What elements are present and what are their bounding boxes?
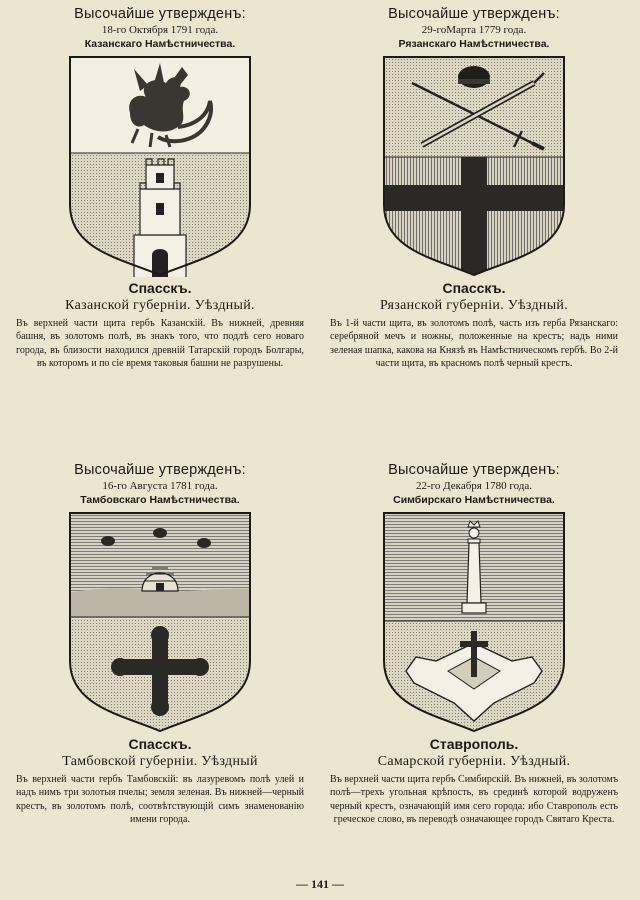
cap-icon <box>458 66 490 88</box>
entry-stavropol <box>324 462 624 827</box>
approval-date: 22-го Декабря 1780 года. <box>415 480 533 492</box>
province-label: Самарской губерніи. Уѣздный. <box>377 754 571 769</box>
viceroyalty-name: Симбирскаго Намѣстничества. <box>393 494 555 506</box>
approval-heading: Высочайше утвержденъ: <box>74 6 246 22</box>
coat-of-arms <box>382 55 566 277</box>
province-label: Казанской губерніи. Уѣздный. <box>65 298 255 313</box>
approval-date: 18-го Октября 1791 года. <box>101 24 219 36</box>
arms-description: Въ верхней части щита гербъ Казанскій. Въ нижней, древняя башня, въ золотомъ полѣ, въ знакъ того, что подлѣ сего новаго города, въ близости находился древній Татарскій городъ Болгары, въ которомъ и по сіе время таковыя башни не разрушены. <box>16 318 304 370</box>
city-name: Спасскъ. <box>442 280 506 296</box>
approval-heading: Высочайше утвержденъ: <box>388 462 560 478</box>
viceroyalty-name: Рязанскаго Намѣстничества. <box>398 38 550 50</box>
approval-heading: Высочайше утвержденъ: <box>388 6 560 22</box>
arms-description: Въ верхней части щита гербъ Симбирскій. Въ нижней, въ золотомъ полѣ—трехъ угольная крѣпость, въ срединѣ которой водруженъ черный крестъ, означающій имя сего города: ибо Ставрополь есть греческое слово, въ переводѣ означающее городъ Святаго Креста. <box>330 774 618 826</box>
city-name: Ставрополь. <box>429 736 519 752</box>
page-number: — 141 — <box>296 877 344 891</box>
entry-spassk-tambov <box>10 462 310 827</box>
approval-heading: Высочайше утвержденъ: <box>74 462 246 478</box>
city-name: Спасскъ. <box>128 736 192 752</box>
coat-of-arms <box>68 511 252 733</box>
entry-spassk-ryazan <box>324 6 624 371</box>
entry-spassk-kazan <box>10 6 310 371</box>
coat-of-arms <box>382 511 566 733</box>
arms-description: Въ верхней части гербъ Тамбовскій: въ лазуревомъ полѣ улей и надъ нимъ три золотыя пчелы; земля зеленая. Въ нижней—черный крестъ, въ золотомъ полѣ, соотвѣтствующій симъ знаменованію имени города. <box>16 774 304 826</box>
approval-date: 29-гоМарта 1779 года. <box>421 24 527 36</box>
viceroyalty-name: Казанскаго Намѣстничества. <box>84 38 236 50</box>
approval-date: 16-го Августа 1781 года. <box>102 480 218 492</box>
city-name: Спасскъ. <box>128 280 192 296</box>
coat-of-arms <box>68 55 252 277</box>
province-label: Тамбовской губерніи. Уѣздный <box>62 754 258 769</box>
province-label: Рязанской губерніи. Уѣздный. <box>379 298 568 313</box>
arms-description: Въ 1-й части щита, въ золотомъ полѣ, часть изъ герба Рязанскаго: серебряной мечъ и ножны, положенные на крестъ; надъ ними зеленая шапка, какова на Князѣ въ Намѣстническомъ гербѣ. Во 2-й части щита, въ красномъ полѣ черный крестъ. <box>330 318 618 370</box>
viceroyalty-name: Тамбовскаго Намѣстничества. <box>80 494 240 506</box>
